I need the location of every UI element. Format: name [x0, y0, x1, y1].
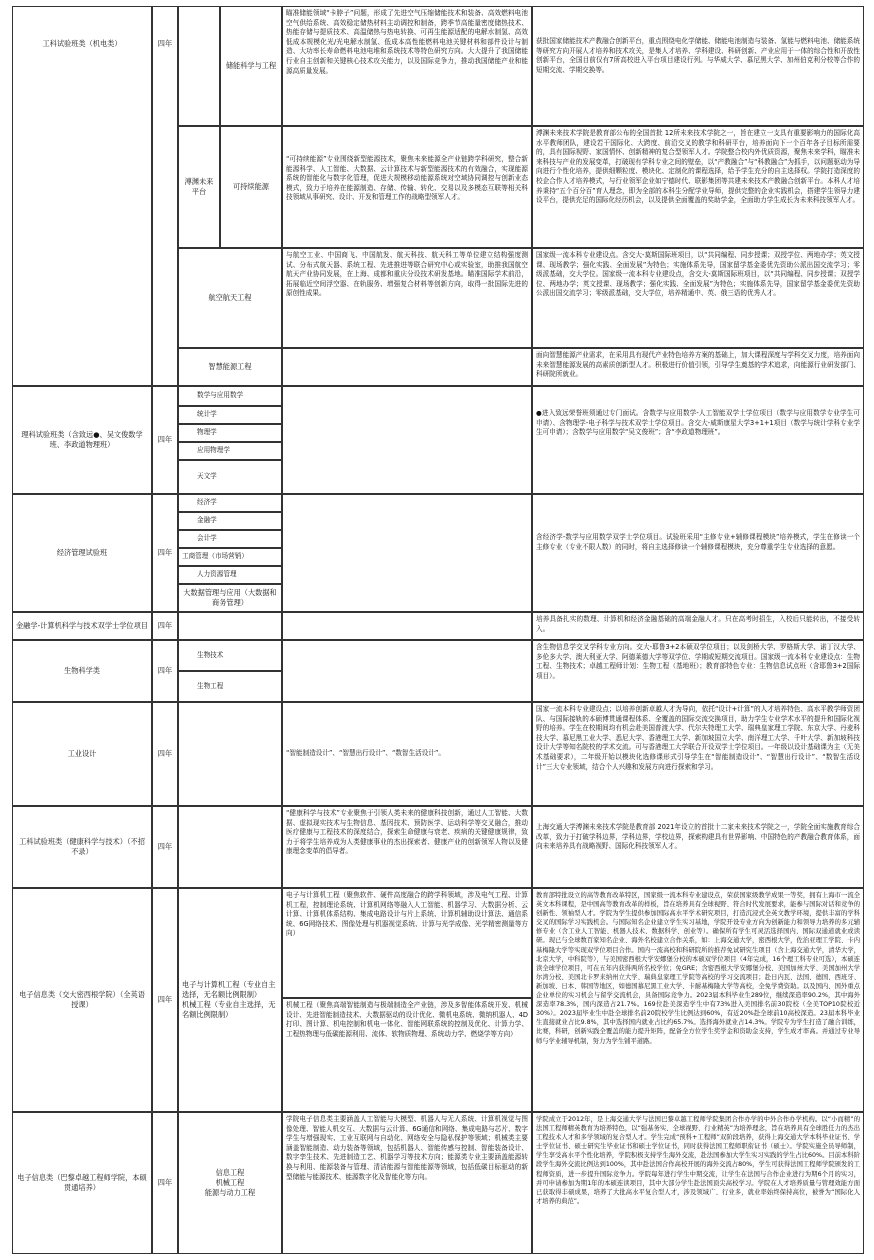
admissions-table — [12, 6, 864, 1254]
major-note: 学院成立于2012年，是上海交通大学与法国巴黎卓越工程师学院集团合作办学的中外合作办学机构。以“小而精”的法国工程师精英教育为培养特色，以“强基务实、全球视野、行业精英”为培养理念，旨在培养具有全球胜任力的杰出工程技术人才和多学领域的复合型人才。学生完成“预科+工程师”双阶段培养，获得上海交通大学本科毕业证书、学士学位证书、硕士研究生毕业证书和硕士学位证书，同时获得法国工程师职衔证书（硕士）。学院实施全员导师制，学生享受高水平个性化培养，学院积极支持学生海外交流，赴法国参加大学生实习实践的学生占比60%。目前本科阶段学生海外交流比例达到100%，其中赴法国合作高校开展的海外交流占80%，学生可获得法国工程师学院颁发的工程师资质，进一步提升国际竞争力。学院每年进行学生中期交流，让学生在法国与合作企业进行为期6个月的实习，并可申请参加为期1年的本硕连读项目，其中大部分学生赴法国顶尖高校学习。学院在人才培养质量与管理效能方面已获取得丰硕成果，培养了大批高水平复合型人才，涉及领域广、行业多，就业率始终保持高位，被誉为“国际化人才培养的典范”。 — [532, 1112, 864, 1254]
major-description: 电子与计算机工程（聚焦软件、硬件高度融合的跨学科领域，涉及电气工程、计算机工程，控制理论系统、计算机网络等融入人工智能、机器学习、大数据分析、云计算、计算机体系结构、集成电路设计与片上系统、计算机辅助设计算法、通信系统、6G网络技术、图像处理与机器视觉系统、计算与光学成像、光学精密测量等方向） — [282, 888, 532, 998]
major-description: “智能制造设计”、“智慧出行设计”、“数智生活设计”。 — [282, 702, 532, 806]
platform-label: 溥渊未来平台 — [184, 177, 214, 196]
duration-label: 四年 — [157, 435, 173, 444]
major-cell: 大数据管理与应用（大数据和商务管理） — [178, 584, 282, 612]
major-cell — [220, 6, 282, 126]
category-label: 经济管理试验班 — [56, 548, 108, 557]
major-cell — [178, 612, 282, 640]
major-description: 与航空工业、中国商飞、中国航发、航天科技、航天科工等单位建立结构强度测试、分布式航天器、系统工程、先进推进等联合研究中心或实验室，助推我国航空航天产业协同发展，在上海、成都和重庆分设技术研发基地。瞄准国际学术前沿，拓展临近空间浮空器、在轨服务、增强复合材料等创新方向，取得一批国际先进的原创性成果。 — [282, 248, 532, 348]
major-description: 瞄准储能领域“卡脖子”问题，形成了先进空气压缩储能技术和装备、高效燃料电池空气供给系统、高效稳定储热材料主动调控和制备，跨季节高能量密度储热技术、热能存储与提质技术、高温储热与热电转换、可再生能源适配的电解水制氢、高效低成本规模化光/光电解水制氢、低成本高性能燃料电池关键材料和部件设计与制造、大功率长寿命燃料电池电堆和系统技术等特色研究方向。大大提升了我国储能行业自主创新和关键核心技术攻关能力，以及国际竞争力，推动我国储能产业和能源高质量发展。 — [282, 6, 532, 126]
major-cell — [220, 126, 282, 248]
category-label: 工业设计 — [67, 749, 97, 758]
track-label: 电子与计算机工程（专业自主选择，无名额比例限制） 机械工程（专业自主选择，无名额比例限制） — [182, 980, 276, 1019]
major-note: 含生物信息学交叉学科专业方向。交大-耶鲁3+2本硕双学位项目；以及剑桥大学、罗格斯大学、诺丁汉大学、多伦多大学、澳大利亚大学、阿德莱德大学等双学位、学期或短期交流项目。国家级一流本科专业建设点：生物工程、生物技术；卓越工程师计划：生物工程（基地班）；教育部特色专业：生物信息试点班（含耶鲁3+2国际项目）。 — [532, 640, 864, 702]
category-cell — [12, 612, 152, 640]
major-name: 储能科学与工程 — [225, 61, 277, 70]
major-cell: 天文学 — [178, 460, 282, 494]
duration-cell — [152, 888, 178, 1112]
track-label: 信息工程 机械工程 能源与动力工程 — [204, 1168, 256, 1197]
major-name: 可持续能源 — [233, 182, 269, 191]
major-cell: 生物技术 — [178, 640, 282, 671]
major-cell — [178, 348, 282, 386]
major-note: 国家一流本科专业建设点；以培养创新卓越人才为导向，依托“设计+计算”的人才培养特色、高水平教学师资团队、与国际接轨的本硕博贯通课程体系、全覆盖的国际交流交换项目，助力学生专业学术水平的提升和国际化视野的培养。学生在校期间均有机会赴美国普渡大学、代尔夫特理工大学、瑞典皇家理工学院、东京大学、丹麦科技大学、慕尼黑工业大学、悉尼大学、香港理工大学、新加坡国立大学、南洋理工大学、千叶大学、新加坡科技设计大学等知名院校的学术交流。可与香港理工大学联合开设双学士学位项目。一年级以设计基础课为主（无美术基础要求），二年级开始以模块化选修课形式引导学生在“智能制造设计”、“智慧出行设计”、“数智生活设计”三大专业领域，结合个人兴趣和发展方向进行探索和学习。 — [532, 702, 864, 806]
major-cell — [178, 248, 282, 348]
duration-cell — [152, 806, 178, 888]
major-cell — [178, 888, 282, 1112]
duration-cell — [152, 6, 178, 386]
major-note: 国家级一流本科专业建设点。含交大-莫斯国际班项目，以“共同编程、同步授课；双授学位、两地办学；英文授课、现场教学；强化实践、全面发展”为特色；实施体系先导，国家留学基金委优先资助公派出国交流学习；零级派基础，交大学位。国家级一流本科专业建设点，含交大-莫斯国际班项目，以“共同编程、同步授课；双授学位、两地办学；英文授课、现场教学；强化实践、全面发展”为特色；实施体系先导，国家留学基金委优先资助公派出国交流学习；零级派基础，交大学位，培养精通中、英、俄三语的优秀人才。 — [532, 248, 864, 348]
major-cell: 金融学 — [178, 512, 282, 530]
category-label: 工科试验班类（机电类） — [42, 39, 122, 48]
duration-cell — [152, 1112, 178, 1254]
category-cell — [12, 702, 152, 806]
duration-cell — [152, 612, 178, 640]
category-cell — [12, 806, 152, 888]
category-label: 理科试验班类（含致远●、吴文俊数学班、李政道物理班） — [21, 430, 143, 449]
major-description: 学院电子信息类主要涵盖人工智能与大模型、机器人与无人系统、计算机视觉与图像处理、智能人机交互、大数据与云计算、6G通信和网络、集成电路与芯片、数字学生与增强现实、工业互联网与自动化、网络安全与隐私保护等领域；机械类主要涵盖智能制造、动力装备等领域，包括机器人、智能传感与控制、智能装备设计、数字孪生技术、先进制造工艺、机器学习等技术方向；能源类专业主要涵盖能源转换与利用、能源装备与管理、清洁能源与智能能源等领域，包括低碳目标驱动的新型储能与能源技术、能源数字化及智能化等方向。 — [282, 1112, 532, 1254]
duration-cell — [152, 702, 178, 806]
category-label: 电子信息类（交大密西根学院）（全英语授课） — [19, 990, 145, 1009]
category-label: 生物科学类 — [64, 666, 100, 675]
major-note: 培养具备扎实的数理、计算机和经济金融基础的高端金融人才。只在高考时招生，入校后只能转出，不接受转入。 — [532, 612, 864, 640]
major-cell: 应用物理学 — [178, 442, 282, 460]
major-description: “可持续能源”专业围绕新型能源技术，聚焦未来能源全产业链跨学科研究，整合新能源科学、人工智能、大数据、云计算技术与新型能源技术的有效融合，实现能源系统的智能化与数字化管理，促进大规模移动能源系统对空域协同调控与创新业态模式，致力于培养在能源制造、存储、传输、转化、交易以及多模态互联等相关科技领域从事研究、设计、开发和管理工作的战略型领军人才。 — [282, 126, 532, 248]
major-description — [282, 612, 532, 640]
major-note: 含经济学-数学与应用数学双学士学位项目。试验班采用“主修专业+辅修课程模块”培养模式，学生在修读一个主修专业（专业不限人数）的同时，将自主选择修读一个辅修课程模块，充分尊重学生专业选择的意愿。 — [532, 494, 864, 612]
major-note: 获批国家储能技术产教融合创新平台，重点围绕电化学储能、储能电池制造与装备、氢能与燃料电池、储能系统等研究方向开展人才培养和技术攻关，是集人才培养、学科建设、科研创新、产业应用于一体的综合性和开放性创新平台，全国目前仅有7所高校进入平台项目建设行列。与华威大学、慕尼黑大学、加州伯克利分校等合作的短期交流、学期交换等。 — [532, 6, 864, 126]
category-cell — [12, 494, 152, 612]
category-cell — [12, 640, 152, 702]
major-note: 面向智慧能源产业需求，在采用具有现代产业特色培养方案的基础上，加大课程深度与学科交叉力度，培养面向未来智慧能源发展的高素质创新型人才。积极进行价值引领，引导学生奠基的学术追求，向能源行业研发部门、科研院所就业。 — [532, 348, 864, 386]
major-cell — [178, 1112, 282, 1254]
category-cell — [12, 888, 152, 1112]
major-cell — [178, 806, 282, 888]
category-label: 工科试验班类（健康科学与技术）（不招不录） — [19, 837, 145, 856]
major-note: 教育部特批设立的高等教育改革特区，国家级一流本科专业建设点，荣获国家级教学成果一等奖，拥有上海市一流全英文本科课程，是中国高等教育改革的样板，旨在培养具有全球视野、符合时代发展要求，能参与国际对话和竞争的创新性、领袖型人才。学院为学生提供参加国际高水平学术研究项目，打造沉浸式全英文教学环境，提供丰富的学科交叉的国际学习实践机会。与国际知名企业建立学生实习基地，学院开设专业方向为创新能力和领导力培养的多元辅修专业（含工业人工智能、机器人技术、数据科学、创业等）。确保所有学生可灵活选择国内、国际双通道就业或读研。现已与全球数百家知名企业、海外名校建立合作关系，如：上海交通大学，密西根大学，佐治亚理工学院、卡内基梅隆大学等实现双学位项目合作。国内一流高校和科研院所的推荐免试研究生项目（含上海交通大学，清华大学，北京大学，中科院等），与美国密西根大学安娜堡分校的本硕双学位项目（4年完成，16个理工科专业可选），本硕连读全球学位项目，可在五年内获得两所名校学位；免GRE；含密西根大学安娜堡分校、美国加州大学、美国加州大学尔湾分校、美国北卡罗来纳州立大学、瑞典皇家理工学院等高校的学习交流项目；赴日内瓦、法国、德国、西班牙、新加坡、日本、韩国等地区，如德国慕尼黑工业大学、卡耐基梅隆大学等高校，全免学费资助。以及国内、国外重点企业单位的实习机会与留学交流机会，具备国际竞争力。2023届本科毕业生289位，继续深造率90.2%，其中海外深造率78.3%，国内深造占21.7%。169位赴美深造学生中有73%进入美国排名前30院校（全美TOP10院校近30%）。2023届毕业生中赴全球排名前20院校学生比例达到60%，有近20%赴全球前10高校深造。23届本科毕业生直接就业占比9.8%，其中选择国内就业占比约65.7%。选择海外就业占14.3%。学院专为学生打造了融合训练，比赛，科研，创新实践全覆盖的能力提升矩阵，配备全方位学生奖学金和资助金支持，学生成才率高。并通过专业导师与学业辅导机制，努力为学生铺平道路。 — [532, 888, 864, 1112]
category-label: 电子信息类（巴黎卓越工程师学院，本硕贯通培养） — [17, 1173, 147, 1192]
category-cell — [12, 1112, 152, 1254]
major-cell: 工商管理（市场营销） — [178, 548, 282, 566]
duration-cell — [152, 640, 178, 702]
duration-cell — [152, 494, 178, 612]
platform-cell — [178, 126, 220, 248]
major-name: 智慧能源工程 — [208, 362, 252, 371]
major-description — [282, 386, 532, 494]
major-cell: 数学与应用数学 — [178, 386, 282, 406]
major-cell: 统计学 — [178, 406, 282, 424]
duration-label: 四年 — [157, 995, 173, 1004]
platform-cell-blank — [178, 6, 220, 126]
major-description — [282, 348, 532, 386]
major-description: 机械工程（聚焦高端智能制造与极端制造全产业链，涉及多智能体系统开发、机械设计、先进智能制造技术、大数据驱动的设计优化、微机电系统、微纳机器人、4D打印、图计算、机电控制和机电一体化、智能网联系统的控制及优化、计算力学、工程热物理与低碳能源利用、流体、软物质物理、系统动力学、燃烧学等方向） — [282, 998, 532, 1112]
category-cell — [12, 386, 152, 494]
duration-label: 四年 — [157, 842, 173, 851]
major-note: ●进入致远荣誉班须通过专门面试。含数学与应用数学-人工智能双学士学位项目（数学与应用数学专业学生可申请）、含物理学-电子科学与技术双学士学位项目。含交大-威斯康星大学3+1+1项目（数学与统计学科专业学生可申请）；含数学与应用数学“吴文俊班”；含“李政道物理班”。 — [532, 386, 864, 494]
major-description — [282, 640, 532, 702]
category-label: 金融学-计算机科学与技术双学士学位项目 — [16, 621, 148, 630]
duration-cell — [152, 386, 178, 494]
duration-label: 四年 — [157, 548, 173, 557]
duration-label: 四年 — [157, 1178, 173, 1187]
duration-label: 四年 — [157, 666, 173, 675]
major-description — [282, 494, 532, 612]
duration-label: 四年 — [157, 39, 173, 48]
major-cell: 物理学 — [178, 424, 282, 442]
major-cell — [178, 702, 282, 806]
major-note: 溥渊未来技术学院是教育部公布的全国首批 12所未来技术学院之一，旨在建立一支具有重要影响力的国际化高水平教师团队，建设若干国际化、大跨度、前沿交叉的教学和科研平台，培养面向下一个百年各子目标所需要的，具有国际视野、家国情怀、创新精神的复合型领军人才。学院整合校内外优质资源，聚焦未来学科，瞄准未来科技与产业的发展变革，打破现有学科专业之间的壁垒，以“产教融合”与“科教融合”为抓手，以问题驱动为导向进行个性化培养，提供细颗粒度、模块化、定制化的课程选择，给予学生充分的自主选择权。学院打造深度的校企合作人才培养模式，与行业领军企业如宁德时代、联影集团等共建未来技术产教融合创新平台。本科人才培养秉持“五个百分百”育人理念，即为全部的本科生分配学业导师，提供完整的企业实践机会，搭建学生领导力建设平台，提供充足的国际化经历机会，以及提供全面覆盖的奖助学金，全面助力学生成长为未来科技领军人才。 — [532, 126, 864, 248]
major-name: 航空航天工程 — [208, 293, 252, 302]
major-cell: 生物工程 — [178, 671, 282, 702]
major-description: “健康科学与技术”专业聚焦于引领人类未来的健康科技创新，通过人工智能、大数据、虚拟现实技术与生物信息、基因技术、预防医学、运动科学等交叉融合，推动医疗健康与工程技术的深度结合，探索生命健康与衰老、疾病的关键健康规律，致力于将学生培养成为人类健康事业的杰出探索者、健康产业的创新领军人物以及健康理念变革的倡导者。 — [282, 806, 532, 888]
major-cell: 人力资源管理 — [178, 566, 282, 584]
major-note: 上海交通大学溥渊未来技术学院是教育部 2021年设立的首批十二家未来技术学院之一，学院全面实施教育综合改革，致力于打破学科边界，学科边界，学校边界，探索构建具有世界影响、中国特色的产教融合教育体系，面向未来培养具有战略视野、国际化科技领军人才。 — [532, 806, 864, 888]
duration-label: 四年 — [157, 621, 173, 630]
major-cell: 会计学 — [178, 530, 282, 548]
duration-label: 四年 — [157, 749, 173, 758]
major-cell: 经济学 — [178, 494, 282, 512]
category-cell — [12, 6, 152, 386]
